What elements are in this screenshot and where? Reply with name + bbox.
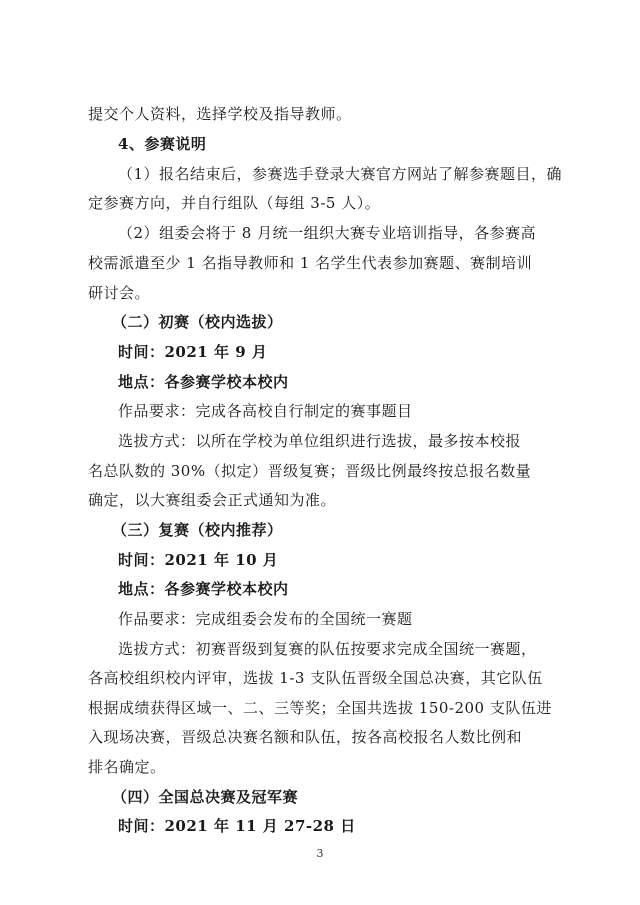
paragraph-line: 确定，以大赛组委会正式通知为准。 bbox=[88, 491, 337, 509]
field-line: 作品要求：完成各高校自行制定的赛事题目 bbox=[118, 402, 413, 420]
paragraph-line: 各高校组织校内评审，选拔 1-3 支队伍晋级全国总决赛，其它队伍 bbox=[88, 669, 543, 687]
paragraph-line: 入现场决赛，晋级总决赛名额和队伍，按各高校报名人数比例和 bbox=[88, 728, 523, 746]
field-line: 时间：2021 年 10 月 bbox=[118, 551, 279, 569]
section-heading: （三）复赛（校内推荐） bbox=[112, 521, 283, 539]
paragraph-line: 研讨会。 bbox=[88, 284, 151, 302]
field-line: 地点：各参赛学校本校内 bbox=[118, 580, 289, 598]
field-line: 选拔方式：初赛晋级到复赛的队伍按要求完成全国统一赛题， bbox=[118, 640, 537, 658]
paragraph-line: 名总队数的 30%（拟定）晋级复赛；晋级比例最终按总报名数量 bbox=[88, 462, 532, 480]
section-heading: （四）全国总决赛及冠军赛 bbox=[112, 788, 299, 806]
paragraph-line: 定参赛方向，并自行组队（每组 3-5 人）。 bbox=[88, 194, 381, 212]
field-line: 时间：2021 年 11 月 27-28 日 bbox=[118, 817, 356, 835]
section-heading: （二）初赛（校内选拔） bbox=[112, 313, 283, 331]
section-heading: 4、参赛说明 bbox=[118, 135, 207, 153]
paragraph-line: 提交个人资料，选择学校及指导教师。 bbox=[88, 105, 352, 123]
field-line: 选拔方式：以所在学校为单位组织进行选拔，最多按本校报 bbox=[118, 432, 522, 450]
paragraph-line: 校需派遣至少 1 名指导教师和 1 名学生代表参加赛题、赛制培训 bbox=[88, 254, 533, 272]
paragraph-line: 根据成绩获得区域一、二、三等奖；全国共选拔 150-200 支队伍进 bbox=[88, 699, 552, 717]
paragraph-line: （2）组委会将于 8 月统一组织大赛专业培训指导，各参赛高 bbox=[118, 224, 537, 242]
page-number: 3 bbox=[316, 847, 324, 860]
paragraph-line: 排名确定。 bbox=[88, 758, 166, 776]
paragraph-line: （1）报名结束后，参赛选手登录大赛官方网站了解参赛题目，确 bbox=[118, 165, 563, 183]
field-line: 时间：2021 年 9 月 bbox=[118, 343, 268, 361]
field-line: 作品要求：完成组委会发布的全国统一赛题 bbox=[118, 610, 413, 628]
field-line: 地点：各参赛学校本校内 bbox=[118, 373, 289, 391]
